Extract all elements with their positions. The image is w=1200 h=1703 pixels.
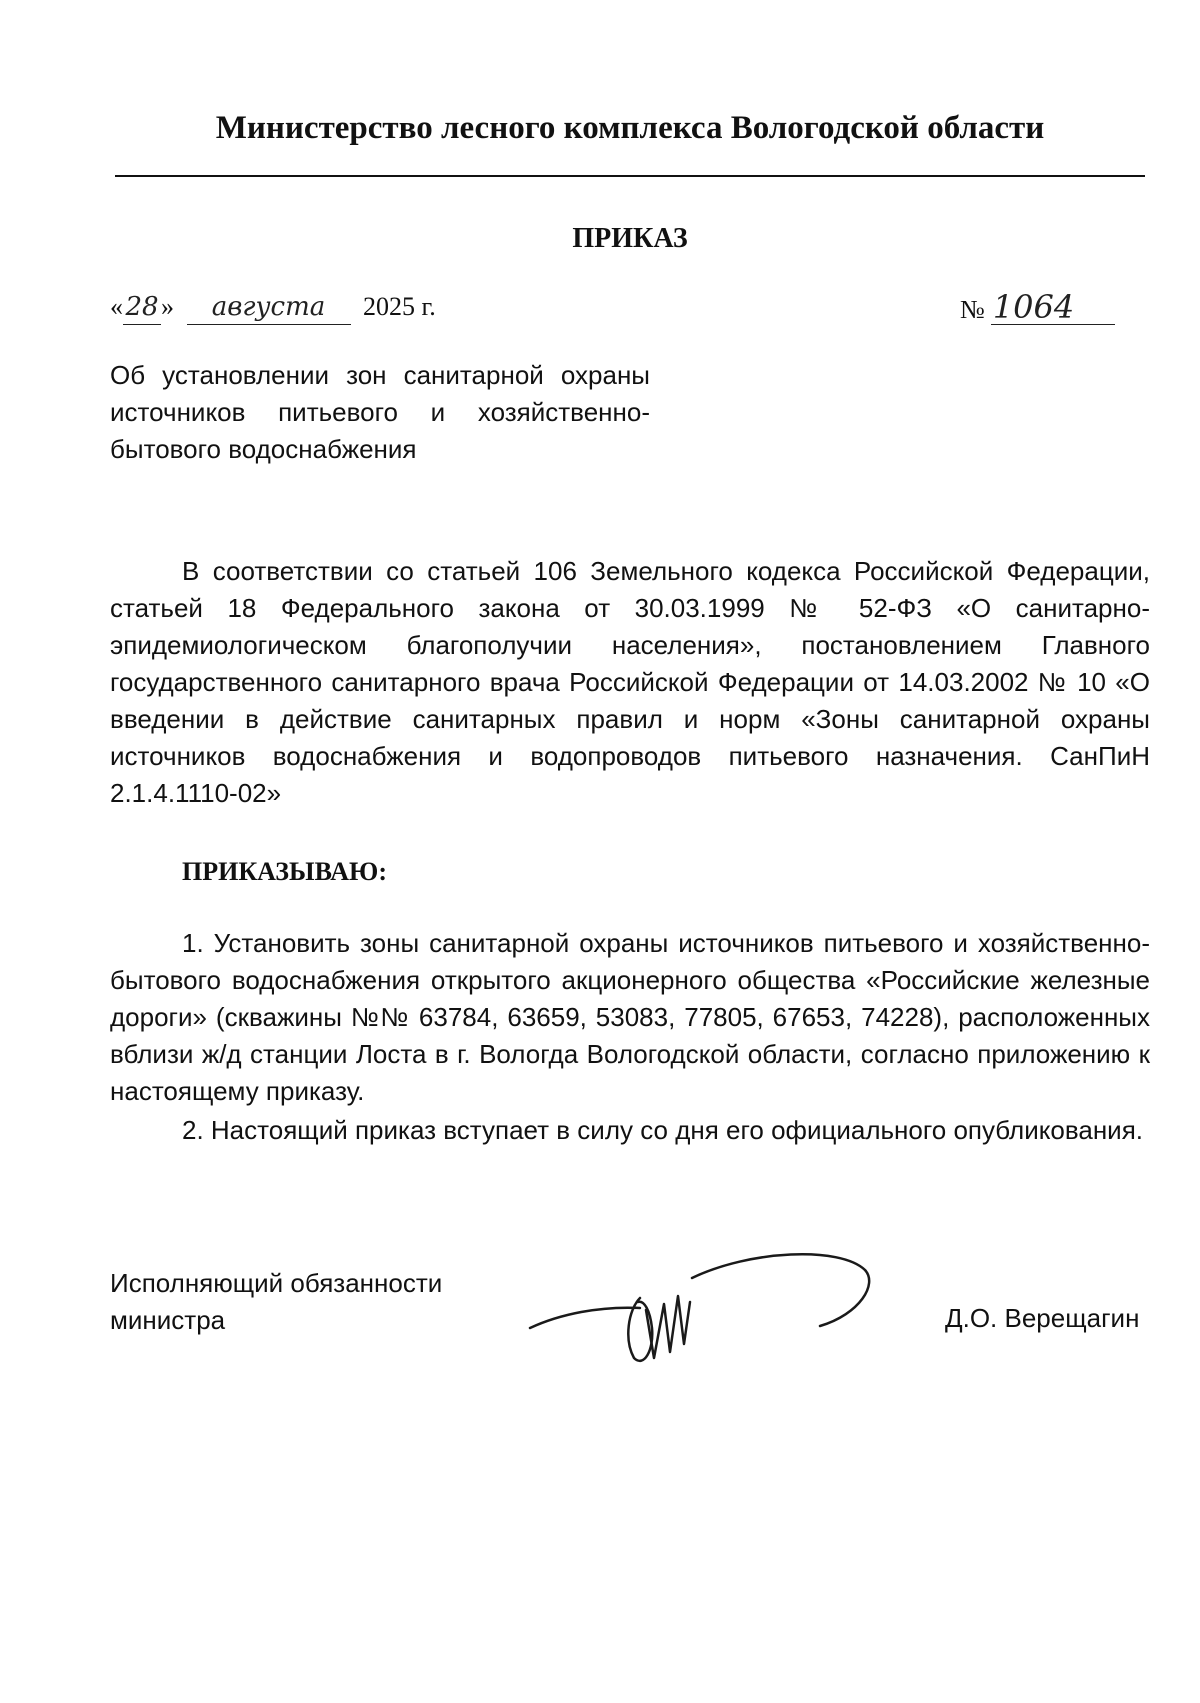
order-item-2: 2. Настоящий приказ вступает в силу со дня его официального опубликования. bbox=[182, 1115, 1144, 1145]
document-type: ПРИКАЗ bbox=[572, 223, 688, 254]
ministry-name: Министерство лесного комплекса Вологодской области bbox=[215, 110, 1045, 146]
subject-line: Об установлении зон санитарной охраны bbox=[110, 360, 650, 390]
date-month: августа bbox=[187, 290, 351, 325]
order-number bbox=[960, 290, 1115, 327]
order-date bbox=[110, 290, 436, 325]
date-day: 28 bbox=[123, 290, 161, 325]
date-close-quote: » bbox=[161, 292, 174, 321]
signer-name: Д.О. Верещагин bbox=[945, 1303, 1140, 1333]
order-subject bbox=[110, 357, 650, 468]
subject-line: источников питьевого и хозяйственно- bbox=[110, 397, 650, 427]
signer-position-line: Исполняющий обязанности bbox=[110, 1268, 443, 1298]
handwritten-signature bbox=[520, 1240, 920, 1370]
order-number-value: 1064 bbox=[991, 290, 1115, 325]
date-year: 2025 г. bbox=[363, 292, 436, 321]
signer-position bbox=[110, 1265, 470, 1339]
signer-position-line: министра bbox=[110, 1305, 226, 1335]
order-item-1: 1. Установить зоны санитарной охраны источников питьевого и хозяйственно-бытового водоснабжения открытого акционерного общества «Российские железные дороги» (скважины №№ 63784, 63659, 53083, 77805, 67653, 74228), расположенных вблизи ж/д станции Лоста в г. Вологда Вологодской области, согласно приложению к настоящему приказу. bbox=[110, 928, 1150, 1106]
header-divider bbox=[115, 175, 1145, 177]
preamble-paragraph: В соответствии со статьей 106 Земельного кодекса Российской Федерации, статьей 18 Федерального закона от 30.03.1999 № 52-ФЗ «О санитарно-эпидемиологическом благополучии населения», постановлением Главного государственного санитарного врача Российской Федерации от 14.03.2002 № 10 «О введении в действие санитарных правил и норм «Зоны санитарной охраны источников водоснабжения и водопроводов питьевого назначения. СанПиН 2.1.4.1110-02» bbox=[110, 556, 1150, 808]
subject-line: бытового водоснабжения bbox=[110, 434, 417, 464]
date-open-quote: « bbox=[110, 292, 123, 321]
directive-heading: ПРИКАЗЫВАЮ: bbox=[182, 857, 387, 886]
order-number-prefix: № bbox=[960, 295, 985, 324]
